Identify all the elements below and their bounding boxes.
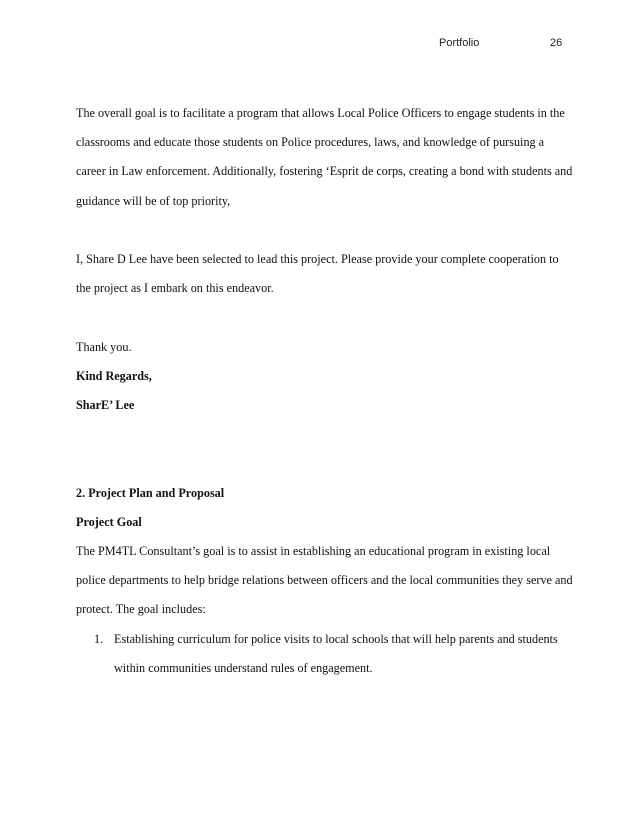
section-subheading: Project Goal bbox=[76, 514, 142, 529]
page-header bbox=[0, 37, 638, 53]
closing-line: Kind Regards, bbox=[76, 368, 152, 383]
document-body bbox=[76, 99, 576, 683]
section-heading: 2. Project Plan and Proposal bbox=[76, 485, 225, 500]
page-number: 26 bbox=[550, 37, 563, 49]
intro-paragraph-2: I, Share D Lee have been selected to lead this project. Please provide your complete cooperation to the project as I embark on this endeavor. bbox=[76, 252, 559, 296]
paragraph-spacer bbox=[76, 216, 576, 245]
list-item bbox=[76, 625, 576, 683]
list-item-text: Establishing curriculum for police visits to local schools that will help parents and students within communities understand rules of engagement. bbox=[114, 631, 558, 675]
signature-line: SharE’ Lee bbox=[76, 398, 135, 412]
list-item-number: 1. bbox=[94, 631, 104, 646]
goal-list bbox=[76, 625, 576, 683]
paragraph-spacer bbox=[76, 303, 576, 332]
thanks-line: Thank you. bbox=[76, 339, 132, 354]
section-spacer bbox=[76, 420, 576, 478]
intro-paragraph-1: The overall goal is to facilitate a program that allows Local Police Officers to engage students in the classrooms and educate those students on Police procedures, laws, and knowledge of pursuing a career in Law enforcement. Additionally, fostering ‘Esprit de corps, creating a bond with students and guidance will be of top priority, bbox=[76, 106, 573, 208]
header-label: Portfolio bbox=[439, 37, 480, 49]
section-paragraph: The PM4TL Consultant’s goal is to assist in establishing an educational program in existing local police departments to help bridge relations between officers and the local communities they serve and protect. The goal includes: bbox=[76, 544, 573, 617]
